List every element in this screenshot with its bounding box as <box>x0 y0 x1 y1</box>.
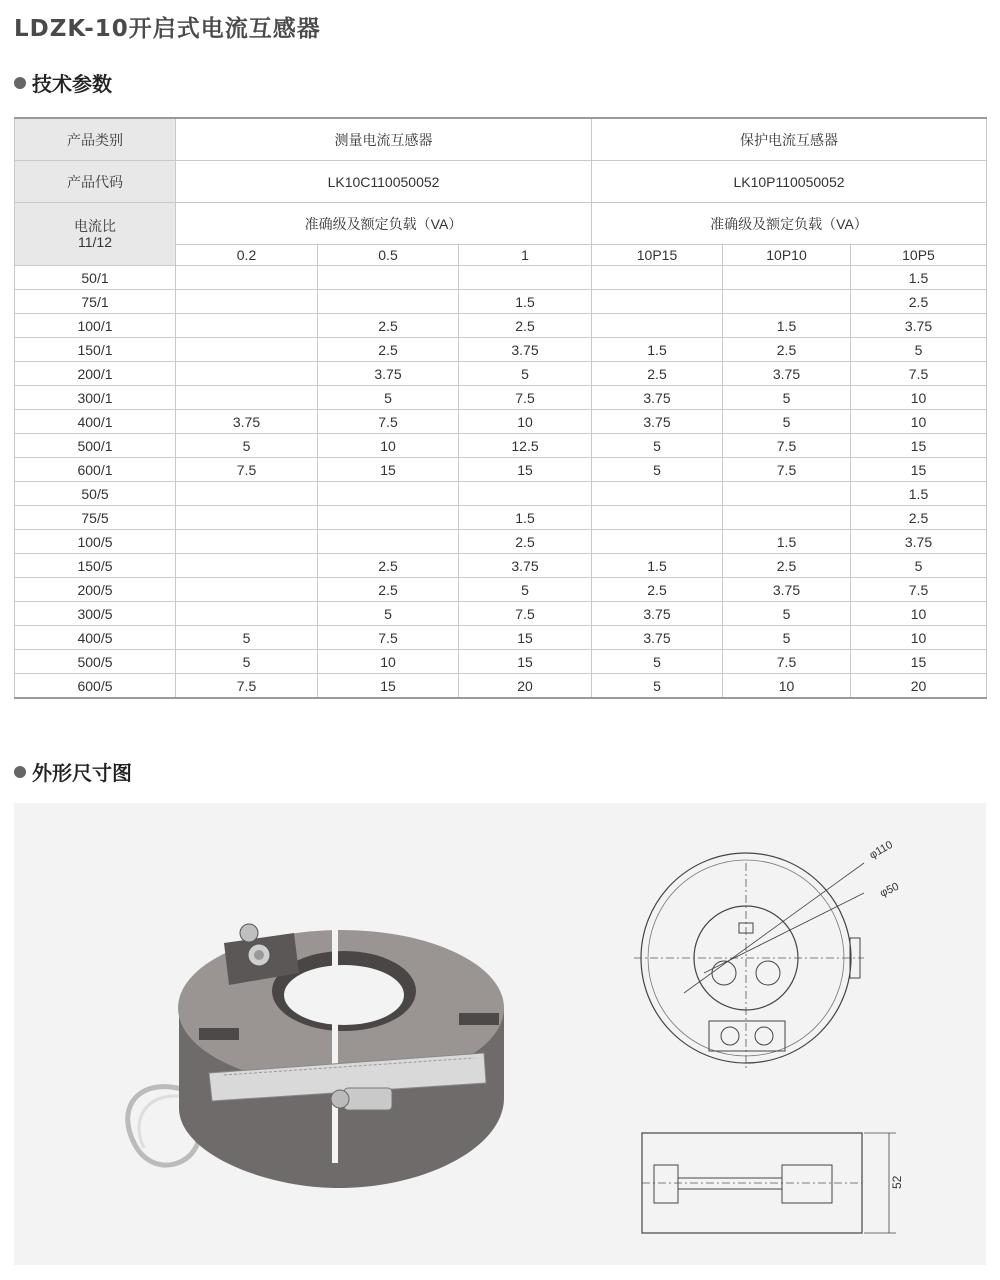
load-cell: 1.5 <box>459 506 592 530</box>
ratio-cell: 200/1 <box>15 362 176 386</box>
class-header: 0.2 <box>176 245 318 266</box>
table-row-accuracy-header <box>15 203 987 245</box>
measure-code-cell: LK10C110050052 <box>176 161 592 203</box>
load-cell: 12.5 <box>459 434 592 458</box>
load-cell: 7.5 <box>851 578 987 602</box>
ratio-cell: 150/1 <box>15 338 176 362</box>
load-cell: 2.5 <box>851 290 987 314</box>
table-row <box>15 386 987 410</box>
ratio-cell: 50/1 <box>15 266 176 290</box>
load-cell: 15 <box>851 434 987 458</box>
load-cell: 15 <box>459 626 592 650</box>
section-heading-dimensions <box>14 757 132 786</box>
load-cell: 5 <box>851 554 987 578</box>
load-cell: 10 <box>723 674 851 699</box>
table-row <box>15 314 987 338</box>
load-cell: 10 <box>851 602 987 626</box>
load-cell <box>592 290 723 314</box>
dimension-drawing-top-view <box>614 823 934 1083</box>
load-cell: 3.75 <box>592 410 723 434</box>
load-cell <box>592 530 723 554</box>
load-cell: 15 <box>851 650 987 674</box>
class-header: 10P15 <box>592 245 723 266</box>
load-cell: 2.5 <box>318 578 459 602</box>
load-cell <box>318 266 459 290</box>
load-cell: 5 <box>459 362 592 386</box>
load-cell: 5 <box>176 626 318 650</box>
load-cell: 3.75 <box>459 338 592 362</box>
bullet-icon <box>14 766 26 778</box>
load-cell: 5 <box>723 602 851 626</box>
load-cell: 10 <box>851 410 987 434</box>
load-cell: 2.5 <box>318 338 459 362</box>
load-cell: 5 <box>723 386 851 410</box>
dim-inner-diameter: φ50 <box>878 880 901 900</box>
table-row <box>15 626 987 650</box>
code-label: 产品代码 <box>15 161 176 203</box>
load-cell: 5 <box>592 458 723 482</box>
load-cell <box>723 290 851 314</box>
load-cell: 7.5 <box>723 434 851 458</box>
category-label: 产品类别 <box>15 118 176 161</box>
load-cell: 1.5 <box>851 482 987 506</box>
load-cell: 1.5 <box>723 314 851 338</box>
load-cell: 15 <box>459 458 592 482</box>
load-cell: 2.5 <box>592 362 723 386</box>
load-cell: 2.5 <box>723 554 851 578</box>
load-cell: 10 <box>318 650 459 674</box>
load-cell <box>459 266 592 290</box>
section-heading-label: 技术参数 <box>32 72 112 96</box>
load-cell <box>318 506 459 530</box>
load-cell <box>592 314 723 338</box>
section-heading-label: 外形尺寸图 <box>32 761 132 785</box>
load-cell: 5 <box>318 386 459 410</box>
load-cell <box>176 482 318 506</box>
load-cell <box>592 266 723 290</box>
load-cell: 15 <box>318 458 459 482</box>
load-cell: 10 <box>459 410 592 434</box>
table-row <box>15 434 987 458</box>
load-cell <box>176 338 318 362</box>
load-cell <box>176 506 318 530</box>
table-row <box>15 578 987 602</box>
ratio-cell: 600/1 <box>15 458 176 482</box>
load-cell: 7.5 <box>851 362 987 386</box>
load-cell: 5 <box>592 674 723 699</box>
ratio-cell: 50/5 <box>15 482 176 506</box>
load-cell: 10 <box>851 386 987 410</box>
table-row <box>15 506 987 530</box>
dim-height: 52 <box>890 1175 904 1189</box>
load-cell: 7.5 <box>459 602 592 626</box>
spec-table <box>14 117 987 699</box>
load-cell: 1.5 <box>851 266 987 290</box>
load-cell <box>176 266 318 290</box>
load-cell: 2.5 <box>592 578 723 602</box>
load-cell: 3.75 <box>592 626 723 650</box>
load-cell <box>723 506 851 530</box>
ratio-cell: 100/1 <box>15 314 176 338</box>
load-cell <box>176 554 318 578</box>
load-cell: 3.75 <box>176 410 318 434</box>
protect-accuracy-header: 准确级及额定负载（VA） <box>592 203 987 245</box>
ratio-cell: 100/5 <box>15 530 176 554</box>
ratio-cell: 300/1 <box>15 386 176 410</box>
table-row <box>15 290 987 314</box>
load-cell: 7.5 <box>176 458 318 482</box>
load-cell <box>176 578 318 602</box>
class-header: 10P10 <box>723 245 851 266</box>
load-cell: 2.5 <box>459 314 592 338</box>
table-row <box>15 338 987 362</box>
load-cell <box>723 482 851 506</box>
load-cell: 1.5 <box>459 290 592 314</box>
load-cell: 3.75 <box>459 554 592 578</box>
load-cell <box>318 530 459 554</box>
table-row-category <box>15 118 987 161</box>
load-cell: 2.5 <box>459 530 592 554</box>
ratio-cell: 600/5 <box>15 674 176 699</box>
load-cell: 1.5 <box>592 554 723 578</box>
load-cell: 1.5 <box>592 338 723 362</box>
product-photo <box>104 903 524 1193</box>
load-cell: 5 <box>176 434 318 458</box>
load-cell: 5 <box>592 434 723 458</box>
load-cell: 3.75 <box>851 314 987 338</box>
table-row <box>15 482 987 506</box>
load-cell: 5 <box>176 650 318 674</box>
load-cell: 10 <box>318 434 459 458</box>
load-cell: 15 <box>459 650 592 674</box>
dimension-drawing-side-view <box>634 1123 934 1253</box>
table-row <box>15 530 987 554</box>
load-cell: 7.5 <box>176 674 318 699</box>
measure-type-cell: 测量电流互感器 <box>176 118 592 161</box>
page-title: LDZK-10开启式电流互感器 <box>14 16 321 42</box>
load-cell: 3.75 <box>851 530 987 554</box>
load-cell: 3.75 <box>592 602 723 626</box>
load-cell: 20 <box>851 674 987 699</box>
load-cell: 3.75 <box>723 578 851 602</box>
load-cell: 3.75 <box>723 362 851 386</box>
load-cell <box>592 482 723 506</box>
table-row <box>15 674 987 699</box>
load-cell: 2.5 <box>851 506 987 530</box>
protect-code-cell: LK10P110050052 <box>592 161 987 203</box>
ratio-cell: 200/5 <box>15 578 176 602</box>
load-cell <box>176 314 318 338</box>
load-cell: 1.5 <box>723 530 851 554</box>
ratio-cell: 500/1 <box>15 434 176 458</box>
load-cell: 7.5 <box>318 626 459 650</box>
load-cell: 5 <box>723 410 851 434</box>
ratio-label-line1: 电流比 <box>74 218 116 234</box>
load-cell: 2.5 <box>318 314 459 338</box>
class-header: 10P5 <box>851 245 987 266</box>
ratio-cell: 75/1 <box>15 290 176 314</box>
load-cell: 7.5 <box>318 410 459 434</box>
table-row <box>15 266 987 290</box>
load-cell <box>176 602 318 626</box>
load-cell: 3.75 <box>318 362 459 386</box>
load-cell: 5 <box>723 626 851 650</box>
load-cell: 3.75 <box>592 386 723 410</box>
table-row <box>15 602 987 626</box>
load-cell <box>176 386 318 410</box>
load-cell: 5 <box>851 338 987 362</box>
ratio-label <box>15 203 176 266</box>
load-cell <box>592 506 723 530</box>
protect-type-cell: 保护电流互感器 <box>592 118 987 161</box>
figure-panel <box>14 803 986 1265</box>
section-heading-tech-params <box>14 68 112 97</box>
ratio-cell: 400/1 <box>15 410 176 434</box>
load-cell: 2.5 <box>723 338 851 362</box>
load-cell: 5 <box>459 578 592 602</box>
ratio-cell: 400/5 <box>15 626 176 650</box>
table-row <box>15 458 987 482</box>
load-cell: 5 <box>592 650 723 674</box>
load-cell <box>176 362 318 386</box>
bullet-icon <box>14 77 26 89</box>
load-cell <box>723 266 851 290</box>
class-header: 0.5 <box>318 245 459 266</box>
load-cell: 7.5 <box>723 650 851 674</box>
load-cell: 20 <box>459 674 592 699</box>
load-cell <box>176 290 318 314</box>
load-cell <box>318 290 459 314</box>
table-row <box>15 554 987 578</box>
ratio-cell: 500/5 <box>15 650 176 674</box>
table-row <box>15 650 987 674</box>
measure-accuracy-header: 准确级及额定负载（VA） <box>176 203 592 245</box>
load-cell: 5 <box>318 602 459 626</box>
ratio-label-line2: 11/12 <box>78 234 112 250</box>
load-cell: 15 <box>318 674 459 699</box>
ratio-cell: 150/5 <box>15 554 176 578</box>
load-cell: 7.5 <box>723 458 851 482</box>
load-cell <box>176 530 318 554</box>
table-row <box>15 362 987 386</box>
load-cell: 2.5 <box>318 554 459 578</box>
table-row <box>15 410 987 434</box>
load-cell <box>459 482 592 506</box>
dim-outer-diameter: φ110 <box>867 838 895 862</box>
load-cell: 10 <box>851 626 987 650</box>
load-cell <box>318 482 459 506</box>
ratio-cell: 300/5 <box>15 602 176 626</box>
load-cell: 15 <box>851 458 987 482</box>
ratio-cell: 75/5 <box>15 506 176 530</box>
table-row-code <box>15 161 987 203</box>
class-header: 1 <box>459 245 592 266</box>
load-cell: 7.5 <box>459 386 592 410</box>
